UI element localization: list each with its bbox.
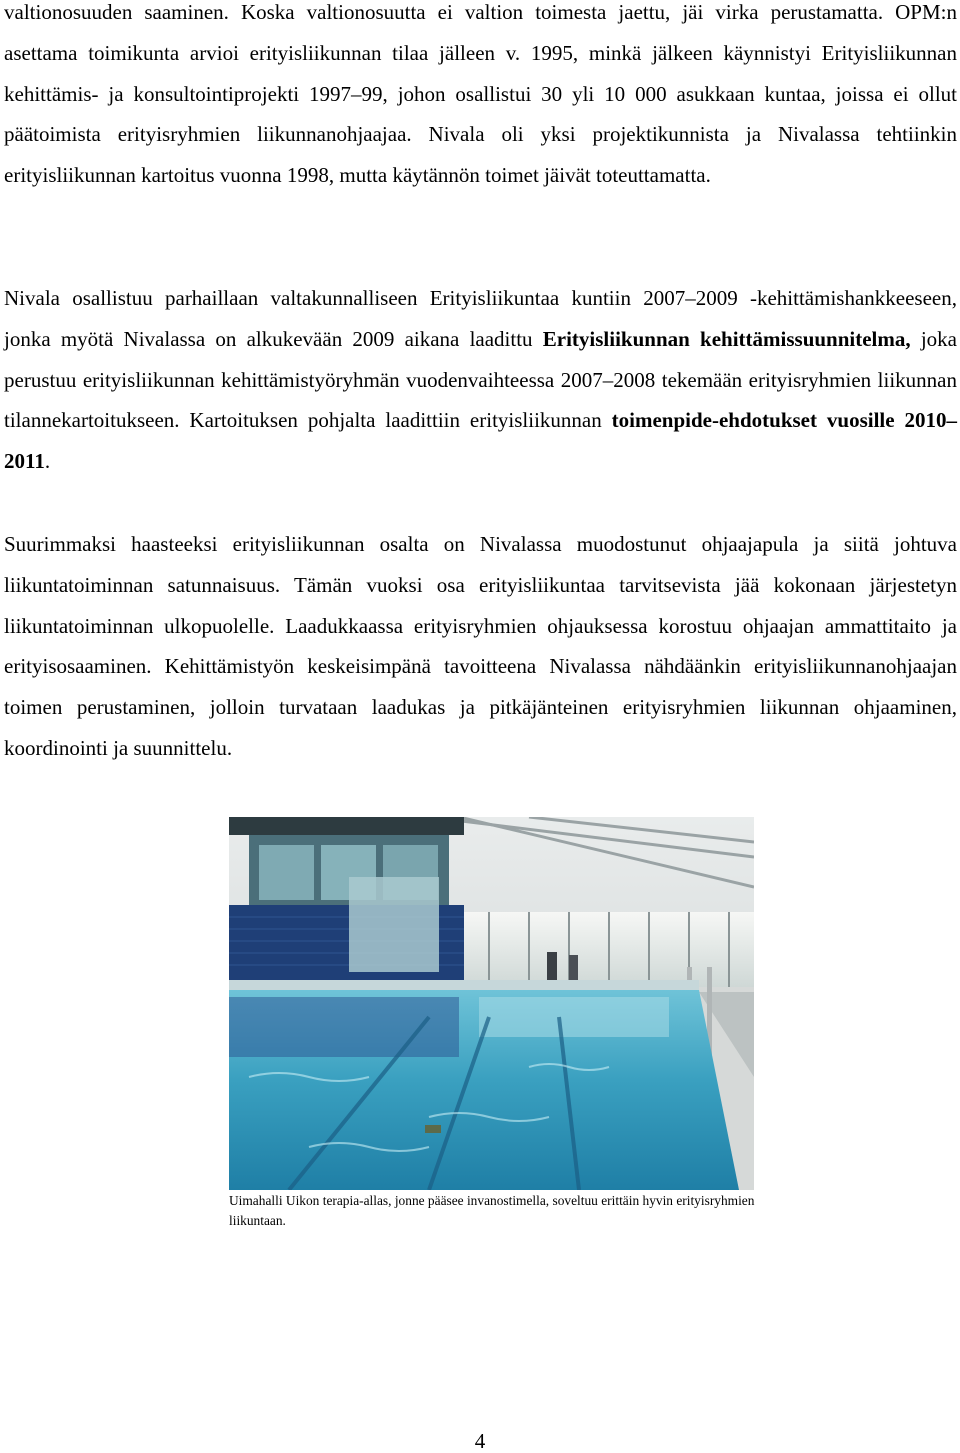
- paragraph-2-text-c: .: [44, 449, 51, 474]
- paragraph-2-text-b: joka perustuu erityisliikunnan kehittämistyöryhmän vuodenvaihteessa 2007–2008 tekemään erityisryhmien liikunnan tilannekartoitukseen. Kartoituksen pohjalta laadittiin erityisliikunnan: [4, 326, 957, 433]
- proposals-bold: toimenpide-ehdotukset vuosille 2010–2011: [4, 408, 957, 474]
- paragraph-3: [4, 524, 957, 769]
- paragraph-3-text: Suurimmaksi haasteeksi erityisliikunnan osalta on Nivalassa muodostunut ohjaajapula ja siitä johtuva liikuntatoiminnan satunnaisuus. Tämän vuoksi osa erityisliikuntaa tarvitsevista jää kokonaan järjestetyn liikuntatoiminnan ulkopuolelle. Laadukkaassa erityisryhmien ohjauksessa korostuu ohjaajan ammattitaito ja erityisosaaminen. Kehittämistyön keskeisimpänä tavoitteena Nivalassa nähdäänkin erityisliikunnanohjaajan toimen perustaminen, jolloin turvataan laadukas ja pitkäjänteinen erityisryhmien liikunnan ohjaaminen, koordinointi ja suunnittelu.: [4, 532, 957, 760]
- paragraph-1: [4, 0, 957, 196]
- page-number: 4: [474, 1429, 486, 1453]
- paragraph-2-text-a: Nivala osallistuu parhaillaan valtakunnalliseen Erityisliikuntaa kuntiin 2007–2009 -kehittämishankkeeseen, jonka myötä Nivalassa on alkukevään 2009 aikana laadittu: [4, 286, 957, 351]
- photo-caption: Uimahalli Uikon terapia-allas, jonne pääsee invanostimella, soveltuu erittäin hyvin erityisryhmien liikuntaan.: [229, 1193, 755, 1228]
- paragraph-2: [4, 278, 957, 482]
- plan-title-bold: Erityisliikunnan kehittämissuunnitelma,: [542, 326, 911, 351]
- pool-photo: [229, 817, 754, 1190]
- paragraph-1-text: valtionosuuden saaminen. Koska valtionosuutta ei valtion toimesta jaettu, jäi virka perustamatta. OPM:n asettama toimikunta arvioi erityisliikunnan tilaa jälleen v. 1995, minkä jälkeen käynnistyi Erityisliikunnan kehittämis- ja konsultointiprojekti 1997–99, johon osallistui 30 yli 10 000 asukkaan kuntaa, joissa ei ollut päätoimista erityisryhmien liikunnanohjaajaa. Nivala oli yksi projektikunnista ja Nivalassa tehtiinkin erityisliikunnan kartoitus vuonna 1998, mutta käytännön toimet jäivät toteuttamatta.: [4, 0, 957, 188]
